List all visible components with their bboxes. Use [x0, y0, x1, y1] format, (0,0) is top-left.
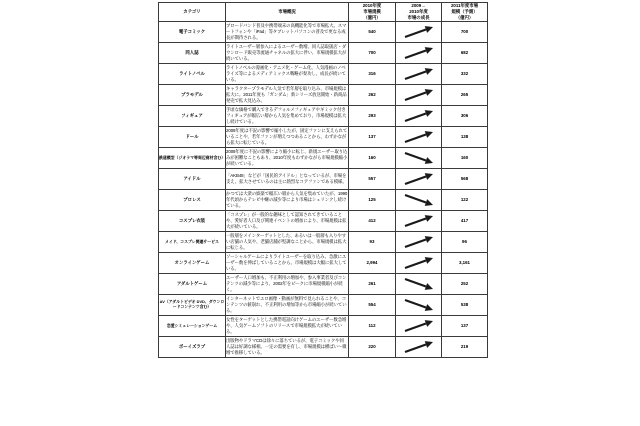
cell-size-2010: 125 [349, 190, 396, 211]
cell-size-2010: 262 [349, 85, 396, 106]
cell-category: オンラインゲーム [159, 253, 226, 274]
table-header [159, 3, 488, 22]
cell-overview: インターネットでエロ画像・動画が無料で見られることや、コンテンツの値崩れ、不正利用の増加等から市場縮小が続いている。 [226, 295, 349, 316]
cell-overview: 2009年度に不況の影響により縮小に転じ、新規ユーザー取り込みが困難なこともあり、2010年度もわずかながら市場規模縮小が続いている。 [226, 148, 349, 169]
table-header-row [159, 3, 488, 22]
cell-size-2011: 160 [442, 148, 488, 169]
table-row [159, 127, 488, 148]
cell-size-2010: 261 [349, 274, 396, 295]
cell-size-2010: 160 [349, 148, 396, 169]
table-body [159, 22, 488, 358]
table-row [159, 316, 488, 337]
cell-size-2011: 306 [442, 106, 488, 127]
trend-up-arrow-icon [396, 43, 442, 64]
header-trend: 2009→ 2010年度 市場の成長 [396, 3, 442, 22]
trend-up-arrow-icon [396, 253, 442, 274]
cell-size-2010: 2,994 [349, 253, 396, 274]
trend-up-arrow-icon [396, 106, 442, 127]
cell-category: アイドル [159, 169, 226, 190]
cell-category: 恋愛シミュレーションゲーム [159, 316, 226, 337]
header-size-2010: 2010年度 市場規模 （億円） [349, 3, 396, 22]
table-row [159, 211, 488, 232]
cell-size-2011: 219 [442, 337, 488, 358]
cell-category: ライトノベル [159, 64, 226, 85]
cell-category: ドール [159, 127, 226, 148]
cell-size-2011: 538 [442, 295, 488, 316]
cell-overview: 一般層をメインターゲットとした、あるいは一般層も入りやすい店舗の人気や、老舗店舗が堅調なことから、市場規模は拡大に転じる。 [226, 232, 349, 253]
cell-overview: 「コスプレ」が一般的な趣味として認知されてきていることや、愛好者人口及び関連イベントの増加により、市場規模は拡大が続いている。 [226, 211, 349, 232]
cell-size-2011: 568 [442, 169, 488, 190]
cell-size-2011: 252 [442, 274, 488, 295]
cell-size-2011: 265 [442, 85, 488, 106]
cell-size-2010: 112 [349, 316, 396, 337]
trend-up-arrow-icon [396, 127, 442, 148]
cell-size-2011: 137 [442, 316, 488, 337]
cell-category: メイド、コスプレ関連サービス [159, 232, 226, 253]
trend-up-arrow-icon [396, 337, 442, 358]
trend-up-arrow-icon [396, 85, 442, 106]
cell-overview: ブロードバンド普及や携帯端末の高機能化等で市場拡大。スマートフォンや「iPad」等タブレットパソコンの普及で更なる成長が期待される。 [226, 22, 349, 43]
trend-up-arrow-icon [396, 316, 442, 337]
table-row [159, 253, 488, 274]
table-row [159, 106, 488, 127]
cell-overview: かつては大衆の娯楽で幅広い層から人気を集めていたが、1990年代頃からテレビ中継の減少等により市場はシュリンクし続けている。 [226, 190, 349, 211]
cell-size-2011: 682 [442, 43, 488, 64]
cell-size-2011: 417 [442, 211, 488, 232]
cell-size-2010: 540 [349, 22, 396, 43]
cell-category: 鉄道模型（ジオラマ等周辺商材含む） [159, 148, 226, 169]
table-row [159, 190, 488, 211]
cell-size-2010: 554 [349, 295, 396, 316]
cell-overview: 2009年度は不況の影響で縮小したが、固定ファンに支えられていることや、若年ファンが増えつつあることから、わずかながら拡大に転じている。 [226, 127, 349, 148]
cell-size-2010: 137 [349, 127, 396, 148]
cell-overview: キャラクタープラモデル人気で若年層を取り込み、市場規模は拡大に。2011年度も「ガンダム」新シリーズ放送開始・新商品発売で拡大見込み。 [226, 85, 349, 106]
cell-category: AV（アダルトビデオ DVD、ダウンロードコンテンツ含む） [159, 295, 226, 316]
cell-size-2011: 122 [442, 190, 488, 211]
trend-down-arrow-icon [396, 274, 442, 295]
cell-size-2010: 293 [349, 106, 396, 127]
cell-size-2010: 220 [349, 337, 396, 358]
market-table-container [158, 2, 487, 358]
cell-overview: ライトノベルの漫画化・アニメ化・ゲーム化、人気漫画のノベライズ等によるメディアミックス戦略が奏功し、成長が続いている。 [226, 64, 349, 85]
cell-category: ボーイズラブ [159, 337, 226, 358]
table-row [159, 169, 488, 190]
cell-category: 電子コミック [159, 22, 226, 43]
table-row [159, 337, 488, 358]
header-overview: 市場概況 [226, 3, 349, 22]
cell-category: コスプレ衣装 [159, 211, 226, 232]
cell-size-2011: 700 [442, 22, 488, 43]
header-category: カテゴリ [159, 3, 226, 22]
cell-overview: ソーシャルゲームによりライトユーザーを取り込み、急激にユーザー数を伸ばしていることから、市場規模は大幅に拡大している。 [226, 253, 349, 274]
trend-up-arrow-icon [396, 169, 442, 190]
cell-overview: ユーザー人口増加も、不正利用の増加や、参入事業者及びコンテンツの減少等により、2002年をピークに市場規模縮小が続く。 [226, 274, 349, 295]
trend-down-arrow-icon [396, 295, 442, 316]
cell-size-2011: 96 [442, 232, 488, 253]
trend-down-arrow-icon [396, 190, 442, 211]
cell-overview: 「AKB48」などが「国民的アイドル」となっているが、市場を支え、拡大させているのは主に熱烈なコアファンである模様。 [226, 169, 349, 190]
cell-category: アダルトゲーム [159, 274, 226, 295]
market-size-table [158, 2, 488, 358]
cell-category: フィギュア [159, 106, 226, 127]
cell-size-2010: 700 [349, 43, 396, 64]
cell-overview: 女性をターゲットとした携帯電話向けゲームのユーザー数急増や、人気ゲームソフトのリリースで市場規模拡大が続いている。 [226, 316, 349, 337]
cell-category: プロレス [159, 190, 226, 211]
cell-size-2010: 93 [349, 232, 396, 253]
cell-size-2011: 138 [442, 127, 488, 148]
trend-up-arrow-icon [396, 232, 442, 253]
table-row [159, 64, 488, 85]
cell-overview: ライトユーザー層参入によるユーザー数増。同人誌取扱店・ダウンロード販売等流通チャネルの拡大に伴い、市場規模拡大が続いている。 [226, 43, 349, 64]
table-row [159, 43, 488, 64]
header-size-2011: 2011年度市場 規模（予測） （億円） [442, 3, 488, 22]
table-row [159, 148, 488, 169]
trend-down-arrow-icon [396, 148, 442, 169]
trend-up-arrow-icon [396, 211, 442, 232]
table-row [159, 295, 488, 316]
cell-size-2011: 3,161 [442, 253, 488, 274]
cell-size-2010: 316 [349, 64, 396, 85]
cell-size-2010: 412 [349, 211, 396, 232]
table-row [159, 232, 488, 253]
trend-up-arrow-icon [396, 22, 442, 43]
cell-size-2010: 557 [349, 169, 396, 190]
table-row [159, 22, 488, 43]
cell-overview: 手頃な価格で購入できるデフォルメフィギュアやギミック付きフィギュアが幅広い層から人気を集めており、市場規模は拡大し続けている。 [226, 106, 349, 127]
table-row [159, 274, 488, 295]
cell-overview: 出版物やドラマCDは徐々に落ちているが、電子コミックや同人誌は好調な様相。一定の需要を有し、市場規模は横ばい～微増で推移している。 [226, 337, 349, 358]
table-row [159, 85, 488, 106]
trend-up-arrow-icon [396, 64, 442, 85]
cell-category: 同人誌 [159, 43, 226, 64]
cell-size-2011: 332 [442, 64, 488, 85]
cell-category: プラモデル [159, 85, 226, 106]
